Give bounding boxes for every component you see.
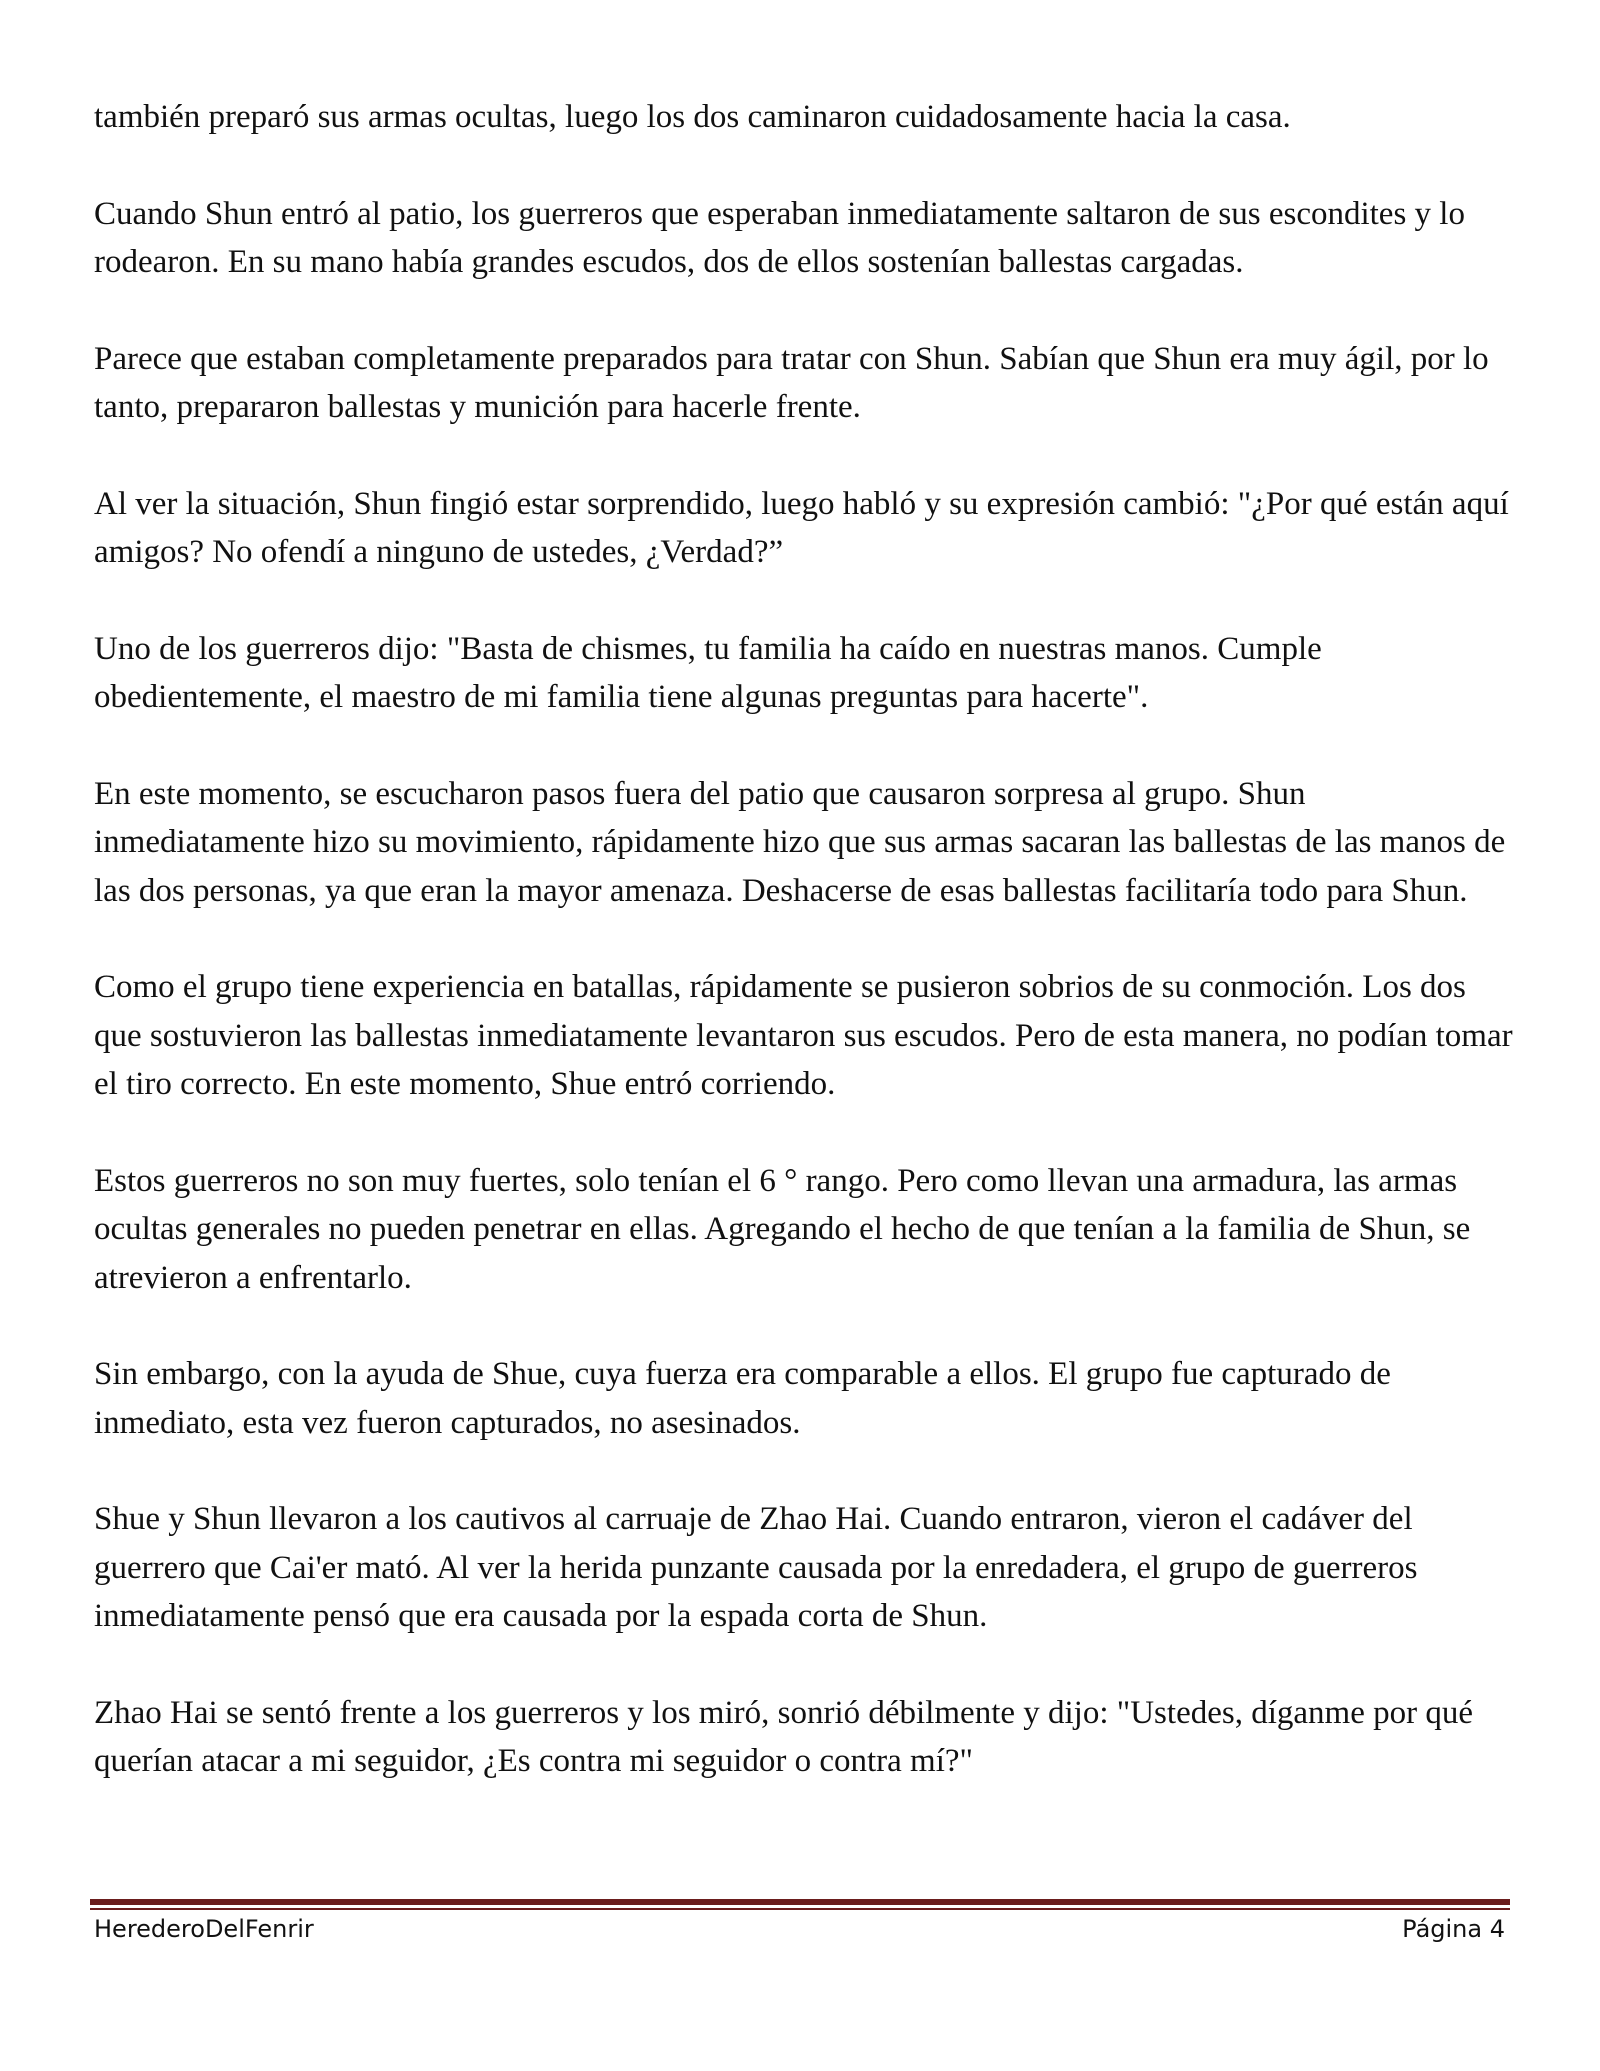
paragraph-4: Al ver la situación, Shun fingió estar sorprendido, luego habló y su expresión cambió: "¿Por qué están aquí amigos? No ofendí a ninguno de ustedes, ¿Verdad?” <box>94 485 1509 570</box>
paragraph-10: Shue y Shun llevaron a los cautivos al carruaje de Zhao Hai. Cuando entraron, vieron el cadáver del guerrero que Cai'er mató. Al ver la herida punzante causada por la enredadera, el grupo de guerreros inmediatamente pensó que era causada por la espada corta de Shun. <box>94 1501 1418 1634</box>
footer-author: HerederoDelFenrir <box>94 1915 314 1943</box>
paragraph-11: Zhao Hai se sentó frente a los guerreros y los miró, sonrió débilmente y dijo: "Ustedes, díganme por qué querían atacar a mi seguidor, ¿Es contra mi seguidor o contra mí?" <box>94 1694 1473 1779</box>
paragraph-6: En este momento, se escucharon pasos fuera del patio que causaron sorpresa al grupo. Shun inmediatamente hizo su movimiento, rápidamente hizo que sus armas sacaran las ballestas de las manos de las dos personas, ya que eran la mayor amenaza. Deshacerse de esas ballestas facilitaría todo para Shun. <box>94 775 1506 909</box>
paragraph-7: Como el grupo tiene experiencia en batallas, rápidamente se pusieron sobrios de su conmoción. Los dos que sostuvieron las ballestas inmediatamente levantaron sus escudos. Pero de esta manera, no podían tomar el tiro correcto. En este momento, Shue entró corriendo. <box>94 969 1513 1102</box>
paragraph-9: Sin embargo, con la ayuda de Shue, cuya fuerza era comparable a ellos. El grupo fue capturado de inmediato, esta vez fueron capturados, no asesinados. <box>94 1356 1391 1441</box>
paragraph-1: también preparó sus armas ocultas, luego los dos caminaron cuidadosamente hacia la casa. <box>94 99 1291 135</box>
paragraph-3: Parece que estaban completamente preparados para tratar con Shun. Sabían que Shun era muy ágil, por lo tanto, prepararon ballestas y munición para hacerle frente. <box>94 340 1489 425</box>
page-number: Página 4 <box>1402 1915 1505 1943</box>
footer-rule-thick <box>90 1899 1510 1905</box>
paragraph-5: Uno de los guerreros dijo: "Basta de chismes, tu familia ha caído en nuestras manos. Cumple obedientemente, el maestro de mi familia tiene algunas preguntas para hacerte". <box>94 630 1322 715</box>
body-text <box>94 93 1514 1834</box>
paragraph-8: Estos guerreros no son muy fuertes, solo tenían el 6 ° rango. Pero como llevan una armadura, las armas ocultas generales no pueden penetrar en ellas. Agregando el hecho de que tenían a la familia de Shun, se atrevieron a enfrentarlo. <box>94 1162 1471 1296</box>
paragraph-2: Cuando Shun entró al patio, los guerreros que esperaban inmediatamente saltaron de sus escondites y lo rodearon. En su mano había grandes escudos, dos de ellos sostenían ballestas cargadas. <box>94 195 1465 280</box>
footer-rule-thin <box>90 1908 1510 1910</box>
